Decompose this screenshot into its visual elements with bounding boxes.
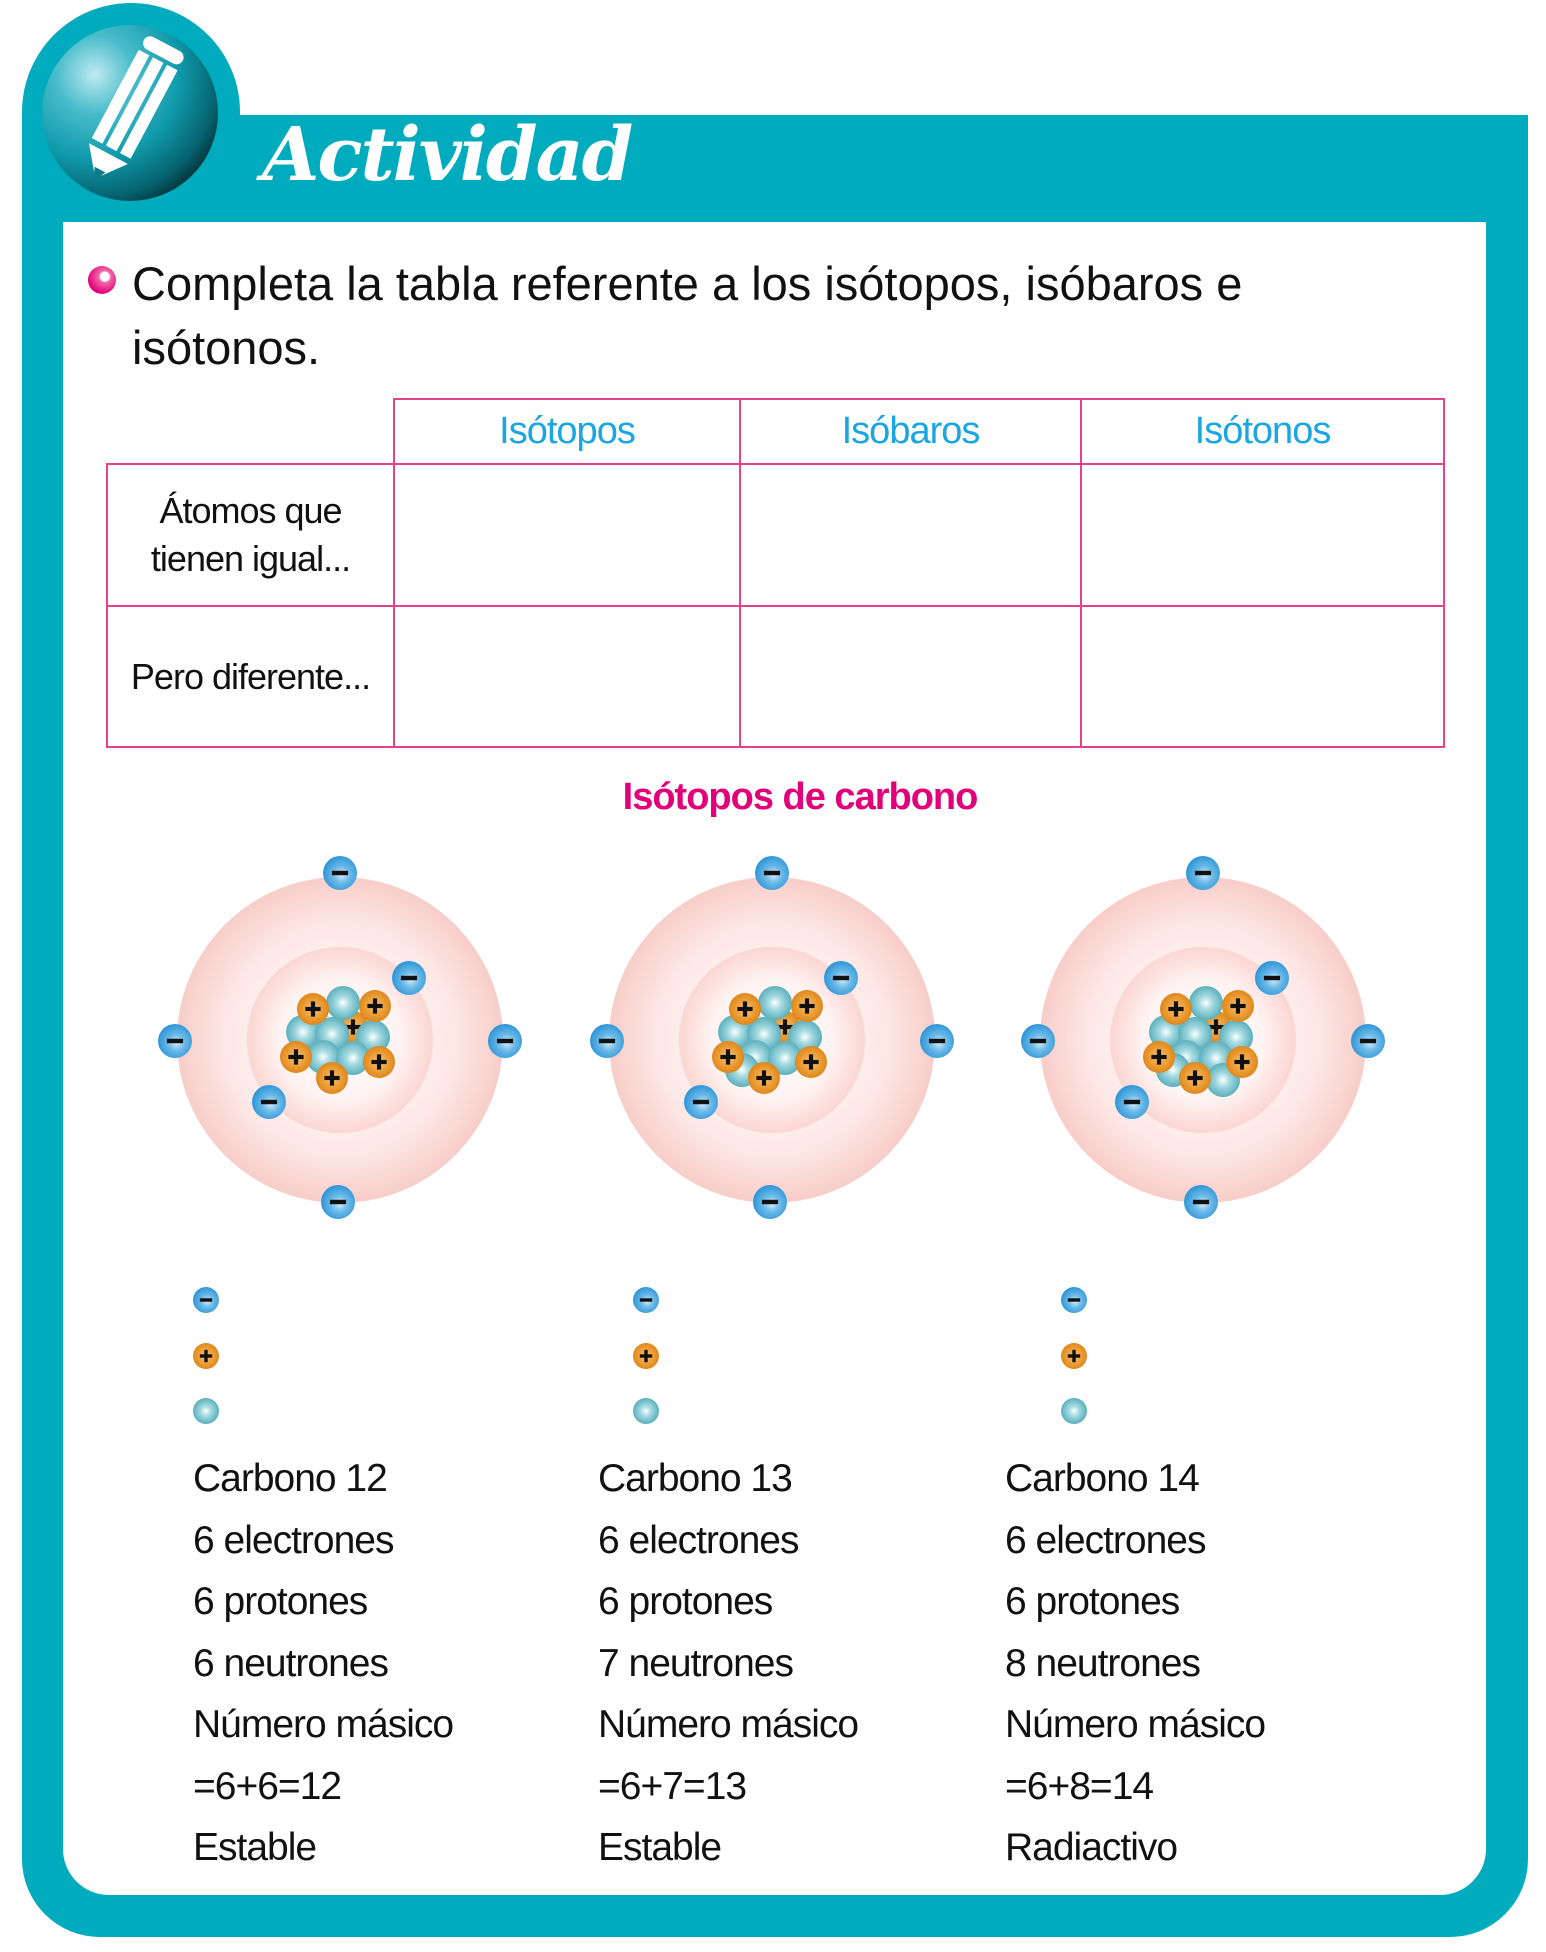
electron: [1186, 856, 1220, 890]
electron: [1021, 1024, 1055, 1058]
atom-1: [158, 856, 522, 1219]
column-header-isotonos: Isótonos: [1081, 399, 1444, 464]
proton-count: 6 protones: [193, 1580, 368, 1623]
column-header-isobaros: Isóbaros: [740, 399, 1081, 464]
proton-legend-icon: [193, 1343, 219, 1369]
isotope-name: Carbono 13: [598, 1457, 792, 1500]
electron-count: 6 electrones: [193, 1518, 394, 1562]
particle-legend: [1061, 1287, 1087, 1424]
neutron-legend-icon: [1061, 1398, 1087, 1424]
electron: [753, 1185, 787, 1219]
electron-count: 6 electrones: [1005, 1518, 1206, 1562]
proton-count: 6 protones: [1005, 1580, 1180, 1623]
neutron-count: 7 neutrones: [598, 1641, 793, 1685]
mass-number-formula: =6+8=14: [1005, 1764, 1154, 1808]
carbon-12-info: [193, 1448, 453, 1879]
electron: [321, 1185, 355, 1219]
proton-legend-icon: [1061, 1343, 1087, 1369]
proton-legend-icon: [633, 1343, 659, 1369]
mass-number-label: Número másico: [598, 1703, 859, 1746]
electron: [684, 1085, 718, 1119]
electron: [323, 856, 357, 890]
electron: [1255, 961, 1289, 995]
particle-legend: [193, 1287, 219, 1424]
electron-legend-icon: [633, 1287, 659, 1313]
electron: [1184, 1185, 1218, 1219]
carbon-13-info: [598, 1448, 858, 1879]
stability: Estable: [598, 1826, 722, 1869]
electron: [755, 856, 789, 890]
electron: [252, 1085, 286, 1119]
mass-number-label: Número másico: [1005, 1703, 1266, 1746]
atoms-layer: [158, 856, 1385, 1424]
carbon-14-info: [1005, 1448, 1265, 1879]
mass-number-formula: =6+6=12: [193, 1764, 342, 1808]
neutron-legend-icon: [193, 1398, 219, 1424]
row-label-diferente: Pero diferente...: [107, 606, 394, 747]
electron: [488, 1024, 522, 1058]
electron: [590, 1024, 624, 1058]
atom-3: [1021, 856, 1385, 1219]
atom-2: [590, 856, 954, 1219]
electron: [1115, 1085, 1149, 1119]
electron-count: 6 electrones: [598, 1518, 799, 1562]
neutron-count: 6 neutrones: [193, 1641, 388, 1685]
electron: [158, 1024, 192, 1058]
particle-legend: [633, 1287, 659, 1424]
row-label-text: Átomos que tienen igual...: [150, 490, 351, 579]
neutron-legend-icon: [633, 1398, 659, 1424]
isotope-name: Carbono 14: [1005, 1457, 1199, 1500]
neutron-count: 8 neutrones: [1005, 1641, 1200, 1685]
electron: [920, 1024, 954, 1058]
electron: [1351, 1024, 1385, 1058]
electron: [824, 961, 858, 995]
mass-number-formula: =6+7=13: [598, 1764, 747, 1808]
column-header-isotopos: Isótopos: [394, 399, 740, 464]
mass-number-label: Número másico: [193, 1703, 454, 1746]
stability: Radiactivo: [1005, 1826, 1178, 1869]
electron-legend-icon: [1061, 1287, 1087, 1313]
electron-legend-icon: [193, 1287, 219, 1313]
instruction-text: Completa la tabla referente a los isótopos, isóbaros e isótonos.: [132, 257, 1243, 374]
activity-title: Actividad: [262, 112, 632, 198]
stability: Estable: [193, 1826, 317, 1869]
electron: [392, 961, 426, 995]
figure-title: Isótopos de carbono: [622, 776, 978, 818]
isotope-name: Carbono 12: [193, 1457, 387, 1500]
proton-count: 6 protones: [598, 1580, 773, 1623]
